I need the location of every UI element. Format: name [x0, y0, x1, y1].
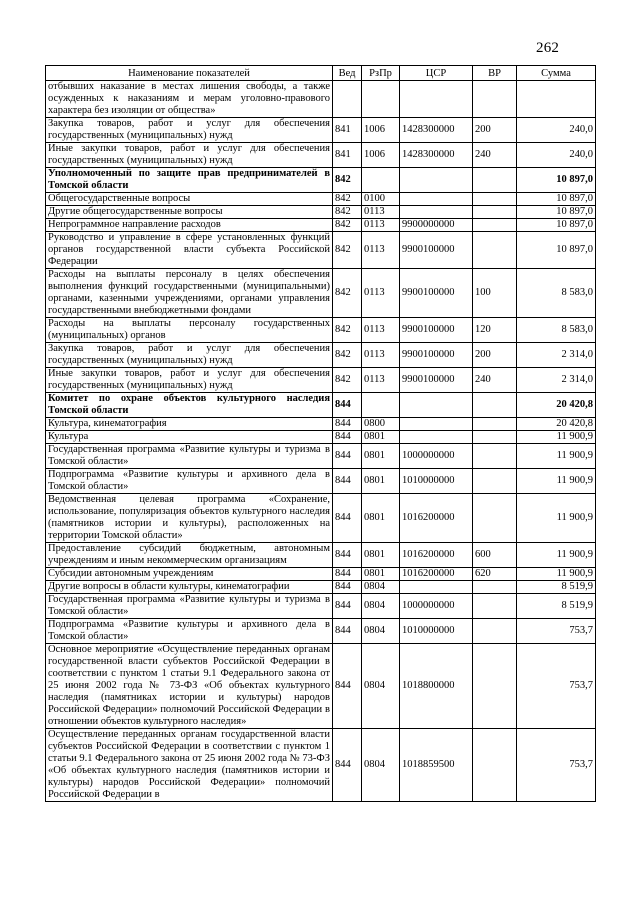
table-row: [46, 594, 596, 619]
row-csr: 1018859500: [400, 729, 473, 802]
row-csr: 1016200000: [400, 568, 473, 581]
row-rzpr: 0113: [362, 318, 400, 343]
row-rzpr: 0113: [362, 232, 400, 269]
row-vr: [473, 418, 517, 431]
table-row: [46, 729, 596, 802]
row-csr: 1000000000: [400, 444, 473, 469]
row-vr: [473, 431, 517, 444]
row-ved: 842: [333, 368, 362, 393]
row-csr: [400, 168, 473, 193]
row-rzpr: 1006: [362, 118, 400, 143]
row-rzpr: [362, 168, 400, 193]
row-ved: 844: [333, 644, 362, 729]
table-row: [46, 644, 596, 729]
table-body: [46, 81, 596, 802]
row-csr: 9900000000: [400, 219, 473, 232]
row-rzpr: 0804: [362, 619, 400, 644]
row-name: Уполномоченный по защите прав предпринимателей в Томской области: [46, 168, 333, 193]
table-row: [46, 232, 596, 269]
row-name: Иные закупки товаров, работ и услуг для обеспечения государственных (муниципальных) нужд: [46, 368, 333, 393]
row-name: Осуществление переданных органам государственной власти субъектов Российской Федерации в соответствии с пунктом 1 статьи 9.1 Федерального закона от 25 июня 2002 года № 73-ФЗ «Об объектах культурного наследия (памятников истории и культуры) народов Российской Федерации» полномочий Российской Федерации в: [46, 729, 333, 802]
row-vr: 120: [473, 318, 517, 343]
header-csr: ЦСР: [400, 66, 473, 81]
row-csr: 9900100000: [400, 343, 473, 368]
row-rzpr: 0801: [362, 431, 400, 444]
row-vr: [473, 469, 517, 494]
row-ved: 842: [333, 232, 362, 269]
table-header-row: [46, 66, 596, 81]
row-csr: 9900100000: [400, 318, 473, 343]
row-name: Основное мероприятие «Осуществление переданных органам государственной власти субъектов Российской Федерации в соответствии с пунктом 1 статьи 9.1 Федерального закона от 25 июня 2002 года № 73-ФЗ «Об объектах культурного наследия (памятниках истории и культуры) народов Российской Федерации» полномочий Российской Федерации в отношении объектов культурного наследия»: [46, 644, 333, 729]
row-vr: 240: [473, 368, 517, 393]
row-sum: 11 900,9: [517, 469, 596, 494]
row-sum: 11 900,9: [517, 444, 596, 469]
table-row: [46, 543, 596, 568]
row-vr: [473, 494, 517, 543]
row-ved: 844: [333, 494, 362, 543]
header-vr: ВР: [473, 66, 517, 81]
row-ved: 842: [333, 269, 362, 318]
row-sum: 10 897,0: [517, 206, 596, 219]
table-row: [46, 444, 596, 469]
row-name: Культура: [46, 431, 333, 444]
row-name: Закупка товаров, работ и услуг для обеспечения государственных (муниципальных) нужд: [46, 343, 333, 368]
header-sum: Сумма: [517, 66, 596, 81]
row-sum: 753,7: [517, 729, 596, 802]
table-row: [46, 269, 596, 318]
row-csr: [400, 581, 473, 594]
row-name: Общегосударственные вопросы: [46, 193, 333, 206]
row-vr: [473, 206, 517, 219]
row-rzpr: 0113: [362, 206, 400, 219]
row-ved: 844: [333, 393, 362, 418]
row-rzpr: 0113: [362, 269, 400, 318]
table-row: [46, 118, 596, 143]
budget-table: [45, 65, 596, 802]
row-rzpr: 0804: [362, 581, 400, 594]
table-row: [46, 81, 596, 118]
row-ved: 842: [333, 318, 362, 343]
row-ved: 842: [333, 343, 362, 368]
row-name: Комитет по охране объектов культурного наследия Томской области: [46, 393, 333, 418]
row-csr: 1428300000: [400, 118, 473, 143]
table-row: [46, 568, 596, 581]
row-name: Другие вопросы в области культуры, кинематографии: [46, 581, 333, 594]
row-rzpr: 0801: [362, 543, 400, 568]
row-name: Непрограммное направление расходов: [46, 219, 333, 232]
row-sum: 10 897,0: [517, 193, 596, 206]
row-sum: 753,7: [517, 619, 596, 644]
row-csr: [400, 193, 473, 206]
row-ved: 842: [333, 219, 362, 232]
row-name: Иные закупки товаров, работ и услуг для обеспечения государственных (муниципальных) нужд: [46, 143, 333, 168]
row-name: Расходы на выплаты персоналу в целях обеспечения выполнения функций государственными (муниципальными) органами, казенными учреждениями, органами управления государственными внебюджетными фондами: [46, 269, 333, 318]
row-rzpr: 0113: [362, 219, 400, 232]
row-vr: [473, 581, 517, 594]
row-name: Закупка товаров, работ и услуг для обеспечения государственных (муниципальных) нужд: [46, 118, 333, 143]
row-sum: 8 519,9: [517, 581, 596, 594]
row-sum: 2 314,0: [517, 368, 596, 393]
row-ved: 844: [333, 581, 362, 594]
row-ved: 844: [333, 444, 362, 469]
table-row: [46, 206, 596, 219]
row-name: Ведомственная целевая программа «Сохранение, использование, популяризация объектов культурного наследия (памятников истории и культуры), расположенных на территории Томской области»: [46, 494, 333, 543]
row-sum: 11 900,9: [517, 431, 596, 444]
table-row: [46, 143, 596, 168]
row-ved: 842: [333, 206, 362, 219]
table-row: [46, 219, 596, 232]
row-rzpr: 0113: [362, 368, 400, 393]
row-rzpr: 0804: [362, 644, 400, 729]
row-rzpr: 0804: [362, 729, 400, 802]
row-name: Предоставление субсидий бюджетным, автономным учреждениям и иным некоммерческим организациям: [46, 543, 333, 568]
row-name: Культура, кинематография: [46, 418, 333, 431]
row-csr: [400, 81, 473, 118]
table-row: [46, 494, 596, 543]
header-name: Наименование показателей: [46, 66, 333, 81]
row-vr: [473, 219, 517, 232]
row-ved: [333, 81, 362, 118]
row-ved: 844: [333, 729, 362, 802]
row-rzpr: 0801: [362, 469, 400, 494]
row-name: Государственная программа «Развитие культуры и туризма в Томской области»: [46, 444, 333, 469]
row-vr: [473, 193, 517, 206]
row-sum: 240,0: [517, 143, 596, 168]
row-rzpr: 0801: [362, 568, 400, 581]
row-name: отбывших наказание в местах лишения свободы, а также осужденных к наказаниям и мерам уголовно-правового характера без изоляции от общества»: [46, 81, 333, 118]
row-csr: 1016200000: [400, 494, 473, 543]
table-row: [46, 581, 596, 594]
row-ved: 844: [333, 469, 362, 494]
row-ved: 844: [333, 619, 362, 644]
row-ved: 842: [333, 193, 362, 206]
row-vr: 600: [473, 543, 517, 568]
row-ved: 841: [333, 118, 362, 143]
row-vr: 100: [473, 269, 517, 318]
row-vr: [473, 619, 517, 644]
row-csr: 1016200000: [400, 543, 473, 568]
header-ved: Вед: [333, 66, 362, 81]
row-name: Расходы на выплаты персоналу государственных (муниципальных) органов: [46, 318, 333, 343]
page-number: 262: [536, 40, 560, 56]
row-rzpr: 1006: [362, 143, 400, 168]
row-ved: 844: [333, 543, 362, 568]
row-vr: 240: [473, 143, 517, 168]
row-vr: [473, 168, 517, 193]
row-ved: 844: [333, 418, 362, 431]
row-sum: 10 897,0: [517, 219, 596, 232]
row-csr: 1018800000: [400, 644, 473, 729]
row-name: Субсидии автономным учреждениям: [46, 568, 333, 581]
row-csr: 9900100000: [400, 368, 473, 393]
row-ved: 844: [333, 568, 362, 581]
row-vr: [473, 444, 517, 469]
row-sum: 8 583,0: [517, 269, 596, 318]
row-vr: 200: [473, 118, 517, 143]
row-csr: [400, 431, 473, 444]
row-ved: 844: [333, 594, 362, 619]
row-sum: 8 519,9: [517, 594, 596, 619]
row-rzpr: 0113: [362, 343, 400, 368]
row-sum: 753,7: [517, 644, 596, 729]
table-row: [46, 619, 596, 644]
row-ved: 841: [333, 143, 362, 168]
row-vr: [473, 81, 517, 118]
row-vr: [473, 644, 517, 729]
row-csr: 1428300000: [400, 143, 473, 168]
row-rzpr: [362, 393, 400, 418]
row-vr: [473, 594, 517, 619]
row-name: Руководство и управление в сфере установленных функций органов государственной власти субъекта Российской Федерации: [46, 232, 333, 269]
row-rzpr: 0800: [362, 418, 400, 431]
row-csr: 1010000000: [400, 619, 473, 644]
row-rzpr: 0100: [362, 193, 400, 206]
row-csr: 1010000000: [400, 469, 473, 494]
row-ved: 842: [333, 168, 362, 193]
row-rzpr: [362, 81, 400, 118]
row-csr: [400, 418, 473, 431]
row-rzpr: 0801: [362, 494, 400, 543]
row-vr: [473, 232, 517, 269]
row-sum: 20 420,8: [517, 418, 596, 431]
table-row: [46, 193, 596, 206]
row-sum: 10 897,0: [517, 168, 596, 193]
table-row: [46, 393, 596, 418]
row-rzpr: 0801: [362, 444, 400, 469]
row-csr: 9900100000: [400, 232, 473, 269]
table-row: [46, 168, 596, 193]
row-csr: 9900100000: [400, 269, 473, 318]
table-row: [46, 368, 596, 393]
row-name: Подпрограмма «Развитие культуры и архивного дела в Томской области»: [46, 619, 333, 644]
row-vr: [473, 729, 517, 802]
row-csr: 1000000000: [400, 594, 473, 619]
row-sum: 2 314,0: [517, 343, 596, 368]
row-sum: [517, 81, 596, 118]
row-ved: 844: [333, 431, 362, 444]
row-csr: [400, 206, 473, 219]
row-sum: 11 900,9: [517, 568, 596, 581]
header-rzpr: РзПр: [362, 66, 400, 81]
table-row: [46, 469, 596, 494]
row-sum: 11 900,9: [517, 543, 596, 568]
table-row: [46, 431, 596, 444]
row-vr: 620: [473, 568, 517, 581]
row-name: Подпрограмма «Развитие культуры и архивного дела в Томской области»: [46, 469, 333, 494]
table-row: [46, 418, 596, 431]
table-row: [46, 318, 596, 343]
row-rzpr: 0804: [362, 594, 400, 619]
row-sum: 8 583,0: [517, 318, 596, 343]
table-row: [46, 343, 596, 368]
row-name: Другие общегосударственные вопросы: [46, 206, 333, 219]
row-sum: 240,0: [517, 118, 596, 143]
row-sum: 20 420,8: [517, 393, 596, 418]
row-sum: 10 897,0: [517, 232, 596, 269]
row-vr: [473, 393, 517, 418]
row-vr: 200: [473, 343, 517, 368]
row-csr: [400, 393, 473, 418]
row-name: Государственная программа «Развитие культуры и туризма в Томской области»: [46, 594, 333, 619]
row-sum: 11 900,9: [517, 494, 596, 543]
